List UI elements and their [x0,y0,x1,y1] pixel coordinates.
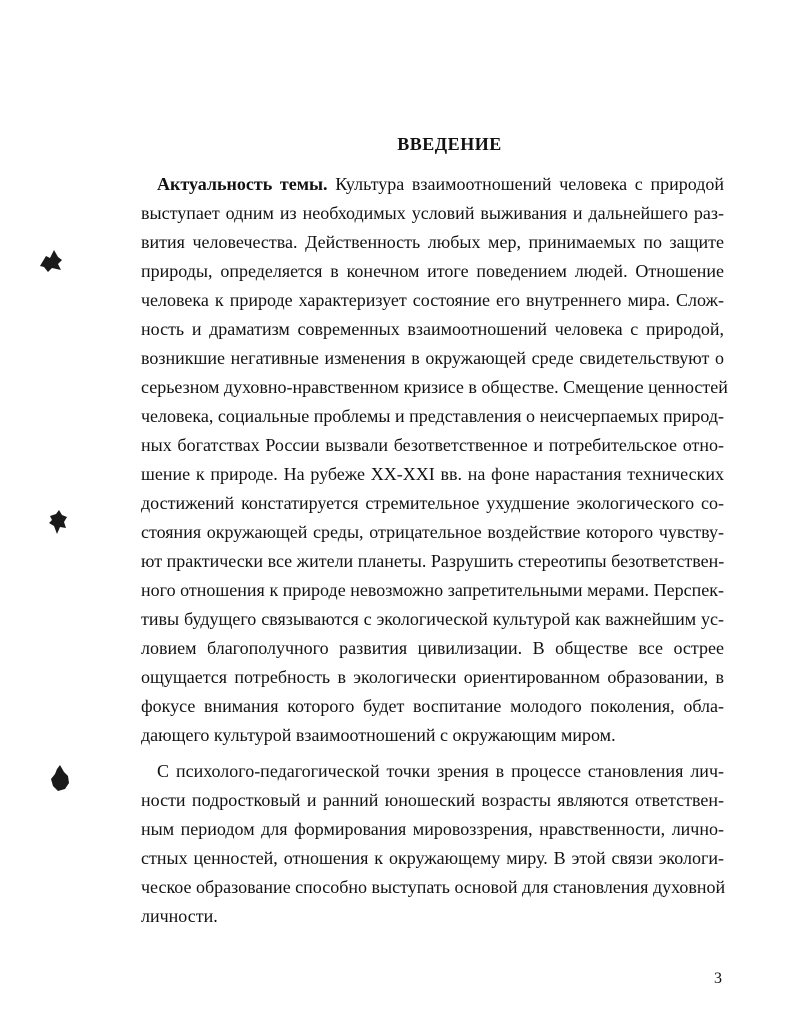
paragraph-line: личности. [141,906,218,926]
paragraph-line: стных ценностей, отношения к окружающему миру. В этой связи экологи- [141,848,724,868]
paragraph-line [157,173,724,195]
paragraph-line: ности подростковый и ранний юношеский возрасты являются ответствен- [141,790,724,810]
paragraph-line: ного отношения к природе невозможно запретительными мерами. Перспек- [141,580,724,600]
paragraph-line: человека, социальные проблемы и представления о неисчерпаемых природ- [141,406,724,426]
paragraph-line: шение к природе. На рубеже XX-XXI вв. на фоне нарастания технических [141,464,724,484]
scan-blot-icon [48,764,72,792]
paragraph-line: стояния окружающей среды, отрицательное воздействие которого чувству- [141,522,724,542]
paragraph-line: выступает одним из необходимых условий выживания и дальнейшего раз- [141,203,724,223]
paragraph-line: ческое образование способно выступать основой для становления духовной [141,877,726,897]
paragraph-line: С психолого-педагогической точки зрения в процессе становления лич- [157,761,724,781]
paragraph-line: ловием благополучного развития цивилизации. В обществе все острее [141,638,724,658]
paragraph-line-text: Культура взаимоотношений человека с природой [327,174,724,194]
paragraph-line: достижений констатируется стремительное ухудшение экологического со- [141,493,724,513]
scan-blot-icon [46,510,70,536]
paragraph-line: человека к природе характеризует состояние его внутреннего мира. Слож- [141,290,724,310]
paragraph-line: возникшие негативные изменения в окружающей среде свидетельствуют о [141,348,724,368]
paragraph-line: ощущается потребность в экологически ориентированном образовании, в [141,667,724,687]
paragraph-line: ных богатствах России вызвали безответственное и потребительское отно- [141,435,724,455]
paragraph-line: ным периодом для формирования мировоззрения, нравственности, лично- [141,819,724,839]
paragraph-line: ность и драматизм современных взаимоотношений человека с природой, [141,319,724,339]
paragraph-line: природы, определяется в конечном итоге поведением людей. Отношение [141,261,724,281]
paragraph-lead: Актуальность темы. [157,174,328,194]
paragraph-line: вития человечества. Действенность любых мер, принимаемых по защите [141,232,724,252]
page-title: ВВЕДЕНИЕ [397,134,502,154]
paragraph-line: серьезном духовно-нравственном кризисе в обществе. Смещение ценностей [141,377,728,397]
page-number: 3 [714,970,722,987]
scan-blot-icon [36,248,66,274]
paragraph-line: ют практически все жители планеты. Разрушить стереотипы безответствен- [141,551,725,571]
paragraph-line: фокусе внимания которого будет воспитание молодого поколения, обла- [141,696,724,716]
paragraph-line: тивы будущего связываются с экологической культурой как важнейшим ус- [141,609,724,629]
paragraph-line: дающего культурой взаимоотношений с окружающим миром. [141,725,616,745]
